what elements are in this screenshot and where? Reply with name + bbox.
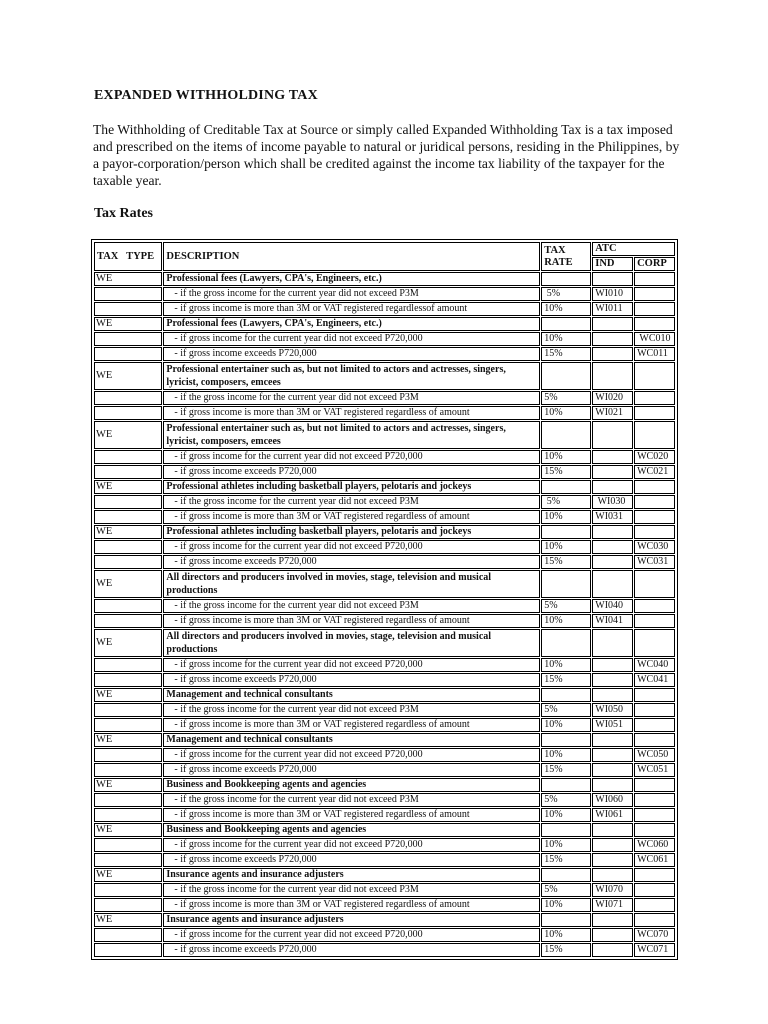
- table-row: [94, 540, 675, 554]
- empty-type-cell: [94, 838, 162, 852]
- table-group-header-row: [94, 480, 675, 494]
- row-rate-cell: 15%: [541, 943, 591, 957]
- row-ind-code-cell: [592, 332, 633, 346]
- empty-rate-cell: [541, 868, 591, 882]
- empty-ind-cell: [592, 733, 633, 747]
- row-description-cell: - if the gross income for the current year did not exceed P3M: [163, 287, 540, 301]
- row-rate-cell: 10%: [541, 658, 591, 672]
- row-ind-code-cell: [592, 748, 633, 762]
- table-row: [94, 614, 675, 628]
- row-rate-cell: 10%: [541, 510, 591, 524]
- row-ind-code-cell: [592, 465, 633, 479]
- row-rate-cell: 15%: [541, 555, 591, 569]
- empty-type-cell: [94, 347, 162, 361]
- row-corp-code-cell: [634, 287, 675, 301]
- row-corp-code-cell: WC021: [634, 465, 675, 479]
- empty-ind-cell: [592, 480, 633, 494]
- row-corp-code-cell: WC030: [634, 540, 675, 554]
- row-ind-code-cell: WI011: [592, 302, 633, 316]
- group-title-cell: Professional fees (Lawyers, CPA's, Engineers, etc.): [163, 317, 540, 331]
- empty-rate-cell: [541, 778, 591, 792]
- row-corp-code-cell: [634, 614, 675, 628]
- row-rate-cell: 15%: [541, 763, 591, 777]
- empty-rate-cell: [541, 272, 591, 286]
- row-rate-cell: 5%: [541, 287, 591, 301]
- row-description-cell: - if gross income exceeds P720,000: [163, 943, 540, 957]
- row-rate-cell: 5%: [541, 703, 591, 717]
- empty-ind-cell: [592, 913, 633, 927]
- empty-type-cell: [94, 406, 162, 420]
- empty-rate-cell: [541, 823, 591, 837]
- row-ind-code-cell: WI070: [592, 883, 633, 897]
- row-ind-code-cell: [592, 540, 633, 554]
- row-rate-cell: 5%: [541, 883, 591, 897]
- group-title-cell: Professional entertainer such as, but not limited to actors and actresses, singers, lyricist, composers, emcees: [163, 362, 540, 390]
- row-description-cell: - if gross income is more than 3M or VAT registered regardless of amount: [163, 808, 540, 822]
- group-title-cell: Professional fees (Lawyers, CPA's, Engineers, etc.): [163, 272, 540, 286]
- row-corp-code-cell: [634, 718, 675, 732]
- empty-type-cell: [94, 943, 162, 957]
- table-group-header-row: [94, 778, 675, 792]
- tax-type-cell: WE: [94, 272, 162, 286]
- empty-type-cell: [94, 748, 162, 762]
- table-row: [94, 763, 675, 777]
- empty-ind-cell: [592, 421, 633, 449]
- empty-type-cell: [94, 703, 162, 717]
- row-ind-code-cell: [592, 555, 633, 569]
- empty-ind-cell: [592, 272, 633, 286]
- row-corp-code-cell: WC060: [634, 838, 675, 852]
- row-corp-code-cell: [634, 599, 675, 613]
- row-corp-code-cell: [634, 391, 675, 405]
- empty-type-cell: [94, 883, 162, 897]
- empty-rate-cell: [541, 570, 591, 598]
- row-ind-code-cell: [592, 838, 633, 852]
- tax-type-cell: WE: [94, 362, 162, 390]
- header-tax-type: TAX TYPE: [94, 242, 162, 271]
- table-row: [94, 332, 675, 346]
- table-group-header-row: [94, 272, 675, 286]
- empty-type-cell: [94, 614, 162, 628]
- header-tax-rate-line2: RATE: [544, 256, 573, 268]
- header-description: DESCRIPTION: [163, 242, 540, 271]
- table-group-header-row: [94, 913, 675, 927]
- empty-type-cell: [94, 763, 162, 777]
- group-title-cell: All directors and producers involved in movies, stage, television and musical productions: [163, 570, 540, 598]
- empty-corp-cell: [634, 317, 675, 331]
- row-description-cell: - if gross income exceeds P720,000: [163, 555, 540, 569]
- row-description-cell: - if gross income is more than 3M or VAT registered regardless of amount: [163, 898, 540, 912]
- row-corp-code-cell: WC041: [634, 673, 675, 687]
- row-ind-code-cell: WI021: [592, 406, 633, 420]
- row-rate-cell: 15%: [541, 347, 591, 361]
- tax-type-cell: WE: [94, 913, 162, 927]
- empty-rate-cell: [541, 913, 591, 927]
- empty-type-cell: [94, 928, 162, 942]
- empty-type-cell: [94, 332, 162, 346]
- row-description-cell: - if the gross income for the current year did not exceed P3M: [163, 883, 540, 897]
- empty-ind-cell: [592, 362, 633, 390]
- tax-type-cell: WE: [94, 317, 162, 331]
- row-description-cell: - if the gross income for the current year did not exceed P3M: [163, 391, 540, 405]
- row-rate-cell: 15%: [541, 853, 591, 867]
- row-ind-code-cell: WI071: [592, 898, 633, 912]
- empty-corp-cell: [634, 778, 675, 792]
- row-ind-code-cell: [592, 347, 633, 361]
- row-corp-code-cell: WC011: [634, 347, 675, 361]
- row-rate-cell: 5%: [541, 391, 591, 405]
- table-group-header-row: [94, 317, 675, 331]
- table-row: [94, 673, 675, 687]
- table-row: [94, 347, 675, 361]
- row-description-cell: - if gross income is more than 3M or VAT registered regardlessof amount: [163, 302, 540, 316]
- row-description-cell: - if the gross income for the current year did not exceed P3M: [163, 495, 540, 509]
- row-rate-cell: 10%: [541, 928, 591, 942]
- empty-type-cell: [94, 450, 162, 464]
- row-corp-code-cell: WC010: [634, 332, 675, 346]
- row-description-cell: - if gross income exceeds P720,000: [163, 763, 540, 777]
- row-corp-code-cell: [634, 495, 675, 509]
- table-row: [94, 391, 675, 405]
- empty-type-cell: [94, 510, 162, 524]
- row-corp-code-cell: [634, 510, 675, 524]
- empty-ind-cell: [592, 823, 633, 837]
- empty-type-cell: [94, 302, 162, 316]
- row-corp-code-cell: [634, 406, 675, 420]
- empty-corp-cell: [634, 733, 675, 747]
- row-ind-code-cell: WI010: [592, 287, 633, 301]
- row-corp-code-cell: [634, 302, 675, 316]
- empty-ind-cell: [592, 317, 633, 331]
- row-description-cell: - if gross income is more than 3M or VAT registered regardless of amount: [163, 406, 540, 420]
- row-corp-code-cell: [634, 808, 675, 822]
- row-ind-code-cell: [592, 450, 633, 464]
- row-rate-cell: 10%: [541, 718, 591, 732]
- row-corp-code-cell: WC070: [634, 928, 675, 942]
- intro-paragraph: The Withholding of Creditable Tax at Source or simply called Expanded Withholding Tax is a tax imposed and prescribed on the items of income payable to natural or juridical persons, residing in the Philippines, by a payor-corporation/person which shall be credited against the income tax liability of the taxpayer for the taxable year.: [93, 122, 680, 188]
- table-row: [94, 883, 675, 897]
- empty-ind-cell: [592, 629, 633, 657]
- row-description-cell: - if gross income is more than 3M or VAT registered regardless of amount: [163, 510, 540, 524]
- empty-corp-cell: [634, 688, 675, 702]
- empty-corp-cell: [634, 272, 675, 286]
- empty-type-cell: [94, 555, 162, 569]
- row-description-cell: - if gross income exceeds P720,000: [163, 853, 540, 867]
- empty-ind-cell: [592, 525, 633, 539]
- empty-type-cell: [94, 287, 162, 301]
- row-ind-code-cell: WI031: [592, 510, 633, 524]
- empty-type-cell: [94, 718, 162, 732]
- row-ind-code-cell: WI061: [592, 808, 633, 822]
- table-group-header-row: [94, 525, 675, 539]
- row-ind-code-cell: WI051: [592, 718, 633, 732]
- row-ind-code-cell: [592, 928, 633, 942]
- row-description-cell: - if gross income for the current year did not exceed P720,000: [163, 748, 540, 762]
- row-ind-code-cell: [592, 658, 633, 672]
- row-rate-cell: 10%: [541, 748, 591, 762]
- tax-type-cell: WE: [94, 733, 162, 747]
- tax-type-cell: WE: [94, 778, 162, 792]
- row-rate-cell: 10%: [541, 332, 591, 346]
- row-ind-code-cell: WI040: [592, 599, 633, 613]
- table-row: [94, 838, 675, 852]
- row-description-cell: - if gross income exceeds P720,000: [163, 465, 540, 479]
- row-rate-cell: 10%: [541, 302, 591, 316]
- empty-type-cell: [94, 898, 162, 912]
- group-title-cell: Management and technical consultants: [163, 688, 540, 702]
- empty-rate-cell: [541, 525, 591, 539]
- tax-type-cell: WE: [94, 823, 162, 837]
- row-description-cell: - if gross income for the current year did not exceed P720,000: [163, 332, 540, 346]
- table-group-header-row: [94, 629, 675, 657]
- table-row: [94, 853, 675, 867]
- row-corp-code-cell: [634, 703, 675, 717]
- row-ind-code-cell: WI030: [592, 495, 633, 509]
- table-group-header-row: [94, 823, 675, 837]
- table-row: [94, 943, 675, 957]
- tax-type-cell: WE: [94, 570, 162, 598]
- row-corp-code-cell: WC050: [634, 748, 675, 762]
- table-group-header-row: [94, 688, 675, 702]
- empty-rate-cell: [541, 629, 591, 657]
- table-row: [94, 406, 675, 420]
- header-ind: IND: [592, 257, 633, 271]
- row-description-cell: - if gross income for the current year did not exceed P720,000: [163, 928, 540, 942]
- row-description-cell: - if gross income for the current year did not exceed P720,000: [163, 450, 540, 464]
- row-rate-cell: 10%: [541, 406, 591, 420]
- group-title-cell: All directors and producers involved in movies, stage, television and musical productions: [163, 629, 540, 657]
- empty-rate-cell: [541, 480, 591, 494]
- row-ind-code-cell: WI060: [592, 793, 633, 807]
- empty-type-cell: [94, 599, 162, 613]
- table-group-header-row: [94, 362, 675, 390]
- row-corp-code-cell: WC020: [634, 450, 675, 464]
- empty-type-cell: [94, 808, 162, 822]
- table-row: [94, 748, 675, 762]
- row-description-cell: - if gross income is more than 3M or VAT registered regardless of amount: [163, 614, 540, 628]
- empty-type-cell: [94, 465, 162, 479]
- table-row: [94, 495, 675, 509]
- table-row: [94, 465, 675, 479]
- empty-rate-cell: [541, 688, 591, 702]
- group-title-cell: Business and Bookkeeping agents and agencies: [163, 823, 540, 837]
- row-rate-cell: 10%: [541, 540, 591, 554]
- empty-rate-cell: [541, 362, 591, 390]
- row-description-cell: - if gross income for the current year did not exceed P720,000: [163, 658, 540, 672]
- empty-ind-cell: [592, 688, 633, 702]
- group-title-cell: Professional athletes including basketball players, pelotaris and jockeys: [163, 525, 540, 539]
- empty-type-cell: [94, 495, 162, 509]
- row-rate-cell: 10%: [541, 450, 591, 464]
- empty-corp-cell: [634, 570, 675, 598]
- group-title-cell: Professional entertainer such as, but not limited to actors and actresses, singers, lyricist, composers, emcees: [163, 421, 540, 449]
- empty-corp-cell: [634, 362, 675, 390]
- row-description-cell: - if gross income exceeds P720,000: [163, 347, 540, 361]
- header-tax-rate: [541, 242, 591, 271]
- group-title-cell: Insurance agents and insurance adjusters: [163, 913, 540, 927]
- header-atc: ATC: [592, 242, 675, 256]
- row-corp-code-cell: [634, 793, 675, 807]
- empty-ind-cell: [592, 868, 633, 882]
- row-rate-cell: 15%: [541, 465, 591, 479]
- empty-corp-cell: [634, 913, 675, 927]
- group-title-cell: Business and Bookkeeping agents and agencies: [163, 778, 540, 792]
- tax-type-cell: WE: [94, 480, 162, 494]
- row-ind-code-cell: [592, 943, 633, 957]
- row-corp-code-cell: [634, 883, 675, 897]
- empty-corp-cell: [634, 629, 675, 657]
- empty-rate-cell: [541, 733, 591, 747]
- empty-corp-cell: [634, 421, 675, 449]
- empty-type-cell: [94, 658, 162, 672]
- row-description-cell: - if the gross income for the current year did not exceed P3M: [163, 703, 540, 717]
- row-rate-cell: 10%: [541, 614, 591, 628]
- section-title: Tax Rates: [94, 206, 153, 221]
- table-group-header-row: [94, 868, 675, 882]
- row-corp-code-cell: WC051: [634, 763, 675, 777]
- empty-corp-cell: [634, 823, 675, 837]
- row-description-cell: - if gross income is more than 3M or VAT registered regardless of amount: [163, 718, 540, 732]
- table-row: [94, 928, 675, 942]
- empty-type-cell: [94, 391, 162, 405]
- row-corp-code-cell: [634, 898, 675, 912]
- table-body: [94, 272, 675, 957]
- empty-type-cell: [94, 793, 162, 807]
- row-rate-cell: 10%: [541, 808, 591, 822]
- empty-type-cell: [94, 853, 162, 867]
- table-row: [94, 808, 675, 822]
- row-corp-code-cell: WC061: [634, 853, 675, 867]
- empty-rate-cell: [541, 421, 591, 449]
- table-row: [94, 703, 675, 717]
- table-row: [94, 287, 675, 301]
- empty-corp-cell: [634, 480, 675, 494]
- table-group-header-row: [94, 570, 675, 598]
- tax-type-cell: WE: [94, 688, 162, 702]
- table-row: [94, 510, 675, 524]
- row-rate-cell: 10%: [541, 838, 591, 852]
- row-description-cell: - if gross income exceeds P720,000: [163, 673, 540, 687]
- page-title: EXPANDED WITHHOLDING TAX: [94, 88, 318, 103]
- table-row: [94, 718, 675, 732]
- empty-type-cell: [94, 673, 162, 687]
- row-rate-cell: 5%: [541, 793, 591, 807]
- empty-rate-cell: [541, 317, 591, 331]
- row-ind-code-cell: WI050: [592, 703, 633, 717]
- table-row: [94, 450, 675, 464]
- tax-type-cell: WE: [94, 868, 162, 882]
- table-row: [94, 599, 675, 613]
- table-group-header-row: [94, 421, 675, 449]
- tax-rates-table: [93, 241, 676, 958]
- row-ind-code-cell: [592, 673, 633, 687]
- row-corp-code-cell: WC040: [634, 658, 675, 672]
- table-group-header-row: [94, 733, 675, 747]
- empty-corp-cell: [634, 868, 675, 882]
- tax-type-cell: WE: [94, 629, 162, 657]
- table-row: [94, 555, 675, 569]
- tax-type-cell: WE: [94, 525, 162, 539]
- header-tax-rate-line1: TAX: [544, 244, 566, 256]
- tax-type-cell: WE: [94, 421, 162, 449]
- table-row: [94, 302, 675, 316]
- row-rate-cell: 15%: [541, 673, 591, 687]
- header-corp: CORP: [634, 257, 675, 271]
- row-ind-code-cell: [592, 763, 633, 777]
- row-rate-cell: 5%: [541, 495, 591, 509]
- row-ind-code-cell: [592, 853, 633, 867]
- row-ind-code-cell: WI041: [592, 614, 633, 628]
- group-title-cell: Professional athletes including basketball players, pelotaris and jockeys: [163, 480, 540, 494]
- row-rate-cell: 5%: [541, 599, 591, 613]
- table-row: [94, 793, 675, 807]
- table-row: [94, 898, 675, 912]
- empty-type-cell: [94, 540, 162, 554]
- group-title-cell: Insurance agents and insurance adjusters: [163, 868, 540, 882]
- row-corp-code-cell: WC071: [634, 943, 675, 957]
- tax-rates-table-frame: [91, 239, 678, 960]
- row-description-cell: - if gross income for the current year did not exceed P720,000: [163, 540, 540, 554]
- row-description-cell: - if gross income for the current year did not exceed P720,000: [163, 838, 540, 852]
- row-corp-code-cell: WC031: [634, 555, 675, 569]
- row-rate-cell: 10%: [541, 898, 591, 912]
- empty-corp-cell: [634, 525, 675, 539]
- empty-ind-cell: [592, 570, 633, 598]
- row-ind-code-cell: WI020: [592, 391, 633, 405]
- group-title-cell: Management and technical consultants: [163, 733, 540, 747]
- table-row: [94, 658, 675, 672]
- row-description-cell: - if the gross income for the current year did not exceed P3M: [163, 599, 540, 613]
- row-description-cell: - if the gross income for the current year did not exceed P3M: [163, 793, 540, 807]
- empty-ind-cell: [592, 778, 633, 792]
